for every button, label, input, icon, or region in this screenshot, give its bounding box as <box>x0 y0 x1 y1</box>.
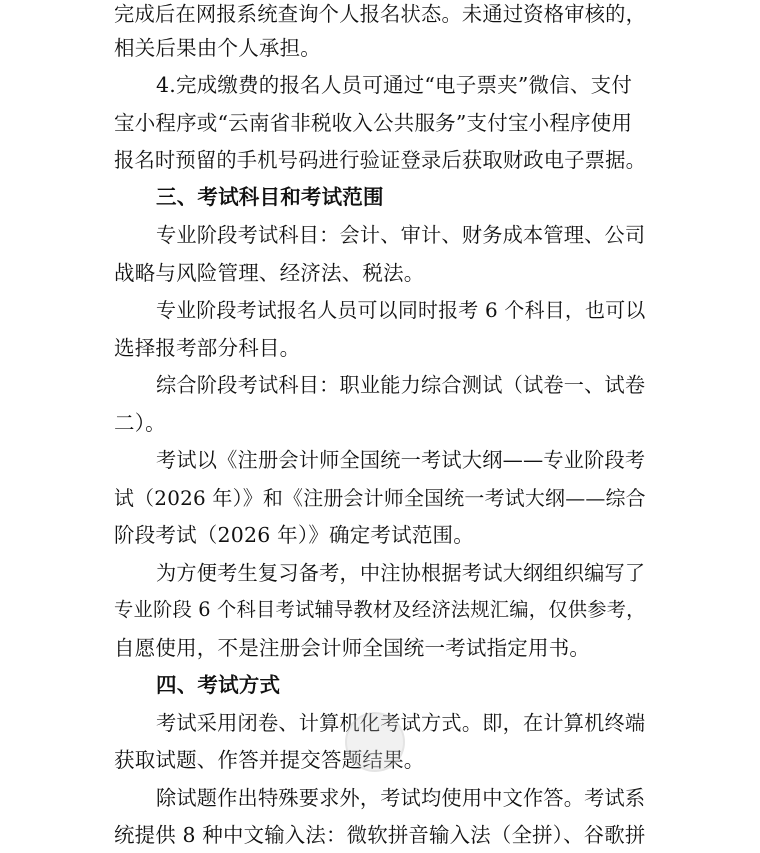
text-line: 战略与风险管理、经济法、税法。 <box>114 261 425 285</box>
text-line: 宝小程序或“云南省非税收入公共服务”支付宝小程序使用 <box>114 111 633 135</box>
text-line: 报名时预留的手机号码进行验证登录后获取财政电子票据。 <box>114 148 647 172</box>
text-line: 考试采用闭卷、计算机化考试方式。即，在计算机终端 <box>156 711 646 735</box>
text-line: 为方便考生复习备考，中注协根据考试大纲组织编写了 <box>156 561 646 585</box>
watermark-seal-icon <box>345 712 405 772</box>
text-line: 专业阶段考试报名人员可以同时报考 6 个科目，也可以 <box>156 298 646 322</box>
text-line: 选择报考部分科目。 <box>114 336 301 360</box>
text-line: 综合阶段考试科目：职业能力综合测试（试卷一、试卷 <box>156 373 646 397</box>
text-line: 自愿使用，不是注册会计师全国统一考试指定用书。 <box>114 636 591 660</box>
section-heading: 三、考试科目和考试范围 <box>156 185 384 209</box>
text-line: 4.完成缴费的报名人员可通过“电子票夹”微信、支付 <box>156 73 633 97</box>
text-line: 统提供 8 种中文输入法：微软拼音输入法（全拼）、谷歌拼 <box>114 823 646 847</box>
text-line: 专业阶段 6 个科目考试辅导教材及经济法规汇编，仅供参考， <box>114 598 646 621</box>
text-line: 除试题作出特殊要求外，考试均使用中文作答。考试系 <box>156 786 646 810</box>
text-line: 试（2026 年）》和《注册会计师全国统一考试大纲——综合 <box>114 486 646 510</box>
text-line: 专业阶段考试科目：会计、审计、财务成本管理、公司 <box>156 223 646 247</box>
section-heading: 四、考试方式 <box>156 673 281 697</box>
text-line: 阶段考试（2026 年）》确定考试范围。 <box>114 523 474 547</box>
text-line: 相关后果由个人承担。 <box>114 36 321 60</box>
text-line: 获取试题、作答并提交答题结果。 <box>114 748 425 772</box>
text-line: 考试以《注册会计师全国统一考试大纲——专业阶段考 <box>156 448 646 472</box>
text-line: 完成后在网报系统查询个人报名状态。未通过资格审核的， <box>114 2 647 26</box>
text-line: 二）。 <box>114 411 166 435</box>
